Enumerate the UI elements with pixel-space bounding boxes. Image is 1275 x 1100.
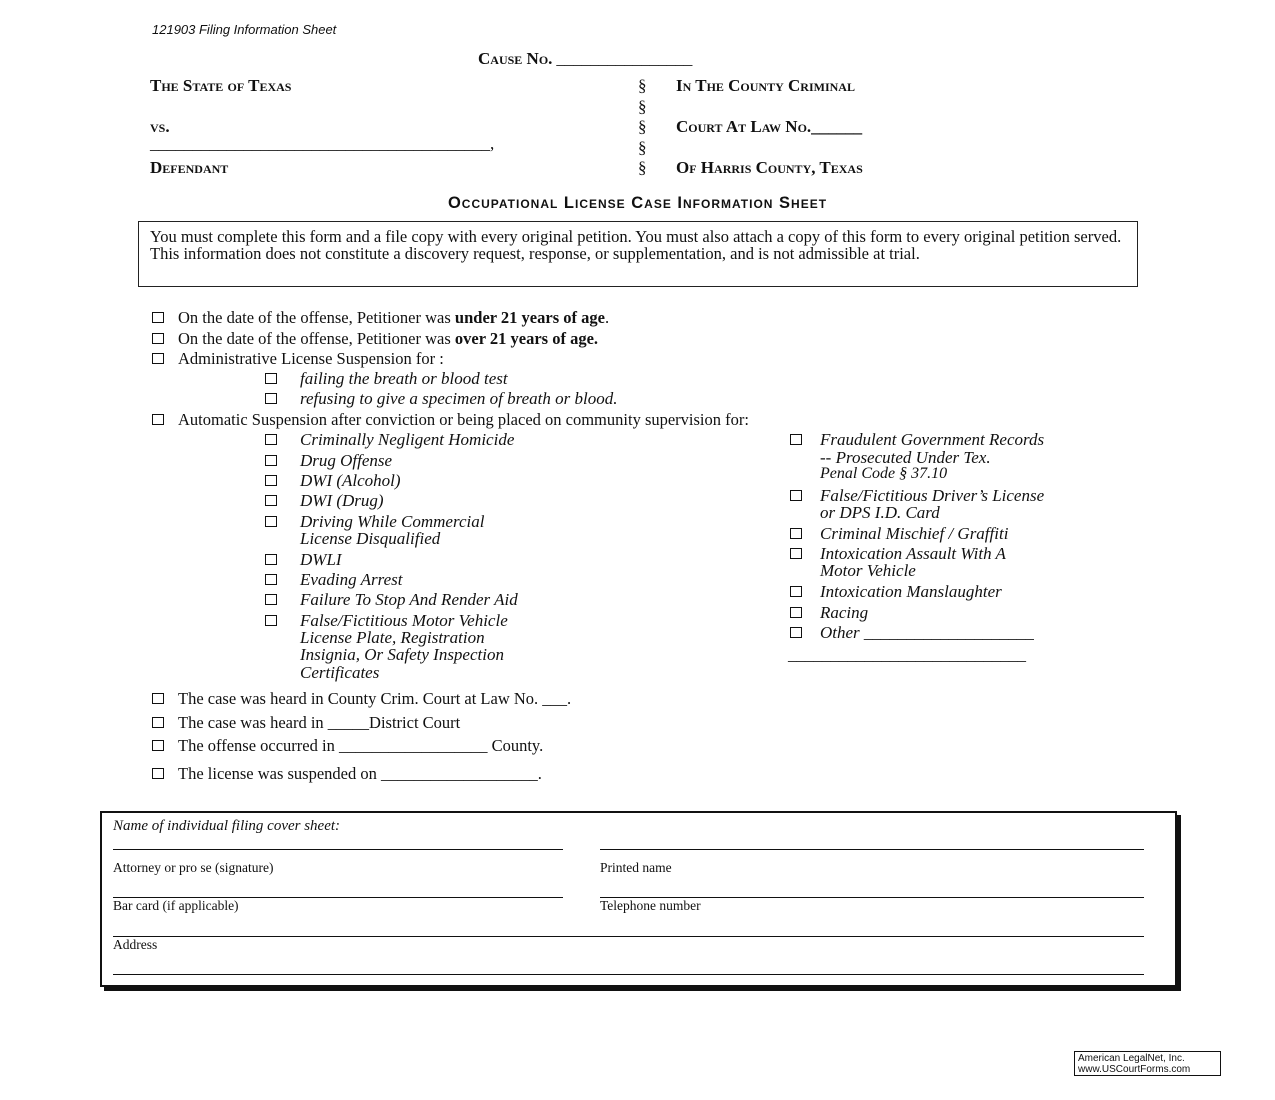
over-21-option: On the date of the offense, Petitioner was over 21 years of age. [178, 329, 599, 348]
address-label: Address [113, 937, 158, 952]
offense-option-continued: License Plate, Registration [300, 628, 485, 647]
offense-option: Fraudulent Government Records [820, 430, 1045, 449]
als-checkbox[interactable] [152, 353, 164, 364]
bar-card-label: Bar card (if applicable) [113, 898, 239, 913]
offense-option-continued: Certificates [300, 663, 380, 682]
versus: vs. [150, 117, 170, 136]
offense-county-checkbox[interactable] [152, 740, 164, 751]
offense-checkbox[interactable] [265, 495, 277, 506]
county-criminal-court: In The County Criminal [676, 76, 855, 95]
offense-option-continued: License Disqualified [300, 529, 441, 548]
offense-checkbox[interactable] [790, 490, 802, 501]
defendant-blank[interactable]: ________________________________________, [150, 134, 495, 153]
over-21-checkbox[interactable] [152, 333, 164, 344]
offense-county-option: The offense occurred in __________________ County. [178, 736, 544, 755]
offense-option: Intoxication Manslaughter [820, 582, 1002, 601]
offense-option: Evading Arrest [300, 570, 403, 589]
offense-option: Racing [820, 603, 869, 622]
district-court-option: The case was heard in _____District Court [178, 713, 461, 732]
offense-checkbox[interactable] [790, 528, 802, 539]
county-court-checkbox[interactable] [152, 693, 164, 704]
printed-name-line[interactable] [600, 849, 1144, 850]
section-sign: § [638, 97, 647, 116]
refusal-checkbox[interactable] [265, 393, 277, 404]
offense-checkbox[interactable] [265, 455, 277, 466]
other-offense-option[interactable]: Other ____________________ [820, 623, 1034, 642]
printed-name-label: Printed name [600, 860, 672, 875]
offense-checkbox[interactable] [265, 594, 277, 605]
address-line-2[interactable] [113, 974, 1144, 975]
offense-option: Criminally Negligent Homicide [300, 430, 515, 449]
offense-option-continued: Insignia, Or Safety Inspection [300, 645, 504, 664]
offense-checkbox[interactable] [790, 607, 802, 618]
offense-checkbox[interactable] [265, 615, 277, 626]
automatic-suspension-checkbox[interactable] [152, 414, 164, 425]
cause-blank[interactable]: ________________ [556, 49, 693, 68]
offense-checkbox[interactable] [265, 574, 277, 585]
address-line[interactable] [113, 936, 1144, 937]
offense-option: Intoxication Assault With A [820, 544, 1006, 563]
suspension-date-option: The license was suspended on ___________________. [178, 764, 542, 783]
section-sign: § [638, 158, 647, 177]
offense-checkbox[interactable] [265, 554, 277, 565]
other-offense-extra-line[interactable]: ____________________________ [788, 645, 1026, 664]
offense-checkbox[interactable] [790, 586, 802, 597]
offense-option-continued: Motor Vehicle [820, 561, 916, 580]
attorney-signature-label: Attorney or pro se (signature) [113, 860, 274, 875]
offense-option: DWI (Drug) [300, 491, 384, 510]
footer-website[interactable]: www.USCourtForms.com [1078, 1064, 1191, 1075]
offense-checkbox[interactable] [265, 516, 277, 527]
offense-checkbox[interactable] [265, 475, 277, 486]
footer-company: American LegalNet, Inc. [1078, 1053, 1185, 1064]
district-court-checkbox[interactable] [152, 717, 164, 728]
section-sign: § [638, 76, 647, 95]
cause-label: Cause No. [478, 49, 553, 68]
offense-option: Criminal Mischief / Graffiti [820, 524, 1009, 543]
automatic-suspension-label: Automatic Suspension after conviction or being placed on community supervision for: [178, 410, 749, 429]
offense-option: Failure To Stop And Render Aid [300, 590, 518, 609]
suspension-date-checkbox[interactable] [152, 768, 164, 779]
document-id: 121903 Filing Information Sheet [152, 22, 337, 37]
offense-checkbox[interactable] [790, 548, 802, 559]
offense-option: DWI (Alcohol) [300, 471, 401, 490]
refusal-option: refusing to give a specimen of breath or blood. [300, 389, 618, 408]
breath-test-checkbox[interactable] [265, 373, 277, 384]
filer-name-title: Name of individual filing cover sheet: [113, 818, 341, 834]
offense-option: Driving While Commercial [300, 512, 485, 531]
section-sign: § [638, 117, 647, 136]
other-offense-checkbox[interactable] [790, 627, 802, 638]
under-21-option: On the date of the offense, Petitioner was under 21 years of age. [178, 308, 610, 327]
defendant-label: Defendant [150, 158, 229, 177]
under-21-checkbox[interactable] [152, 312, 164, 323]
attorney-signature-line[interactable] [113, 849, 563, 850]
offense-checkbox[interactable] [790, 434, 802, 445]
offense-checkbox[interactable] [265, 434, 277, 445]
offense-option-continued: Penal Code § 37.10 [820, 465, 948, 482]
als-label: Administrative License Suspension for : [178, 349, 444, 368]
harris-county: Of Harris County, Texas [676, 158, 863, 177]
county-court-option: The case was heard in County Crim. Court at Law No. ___. [178, 689, 572, 708]
telephone-label: Telephone number [600, 898, 701, 913]
notice-text: You must complete this form and a file copy with every original petition. You must also attach a copy of this form to every original petition served. This information does not constitute a discovery request, response, or supplementation, and is not admissible at trial. [150, 227, 1122, 263]
offense-option-continued: or DPS I.D. Card [820, 503, 940, 522]
offense-option: False/Fictitious Driver’s License [820, 486, 1045, 505]
cause-number [478, 49, 692, 69]
state-of-texas: The State of Texas [150, 76, 292, 95]
court-at-law-number[interactable]: Court At Law No.______ [676, 117, 863, 136]
offense-option: Drug Offense [300, 451, 393, 470]
form-title: Occupational License Case Information Sheet [447, 194, 828, 212]
offense-option: DWLI [300, 550, 342, 569]
section-sign: § [638, 138, 647, 157]
offense-option-continued: -- Prosecuted Under Tex. [820, 448, 991, 467]
offense-option: False/Fictitious Motor Vehicle [300, 611, 508, 630]
breath-test-option: failing the breath or blood test [300, 369, 508, 388]
